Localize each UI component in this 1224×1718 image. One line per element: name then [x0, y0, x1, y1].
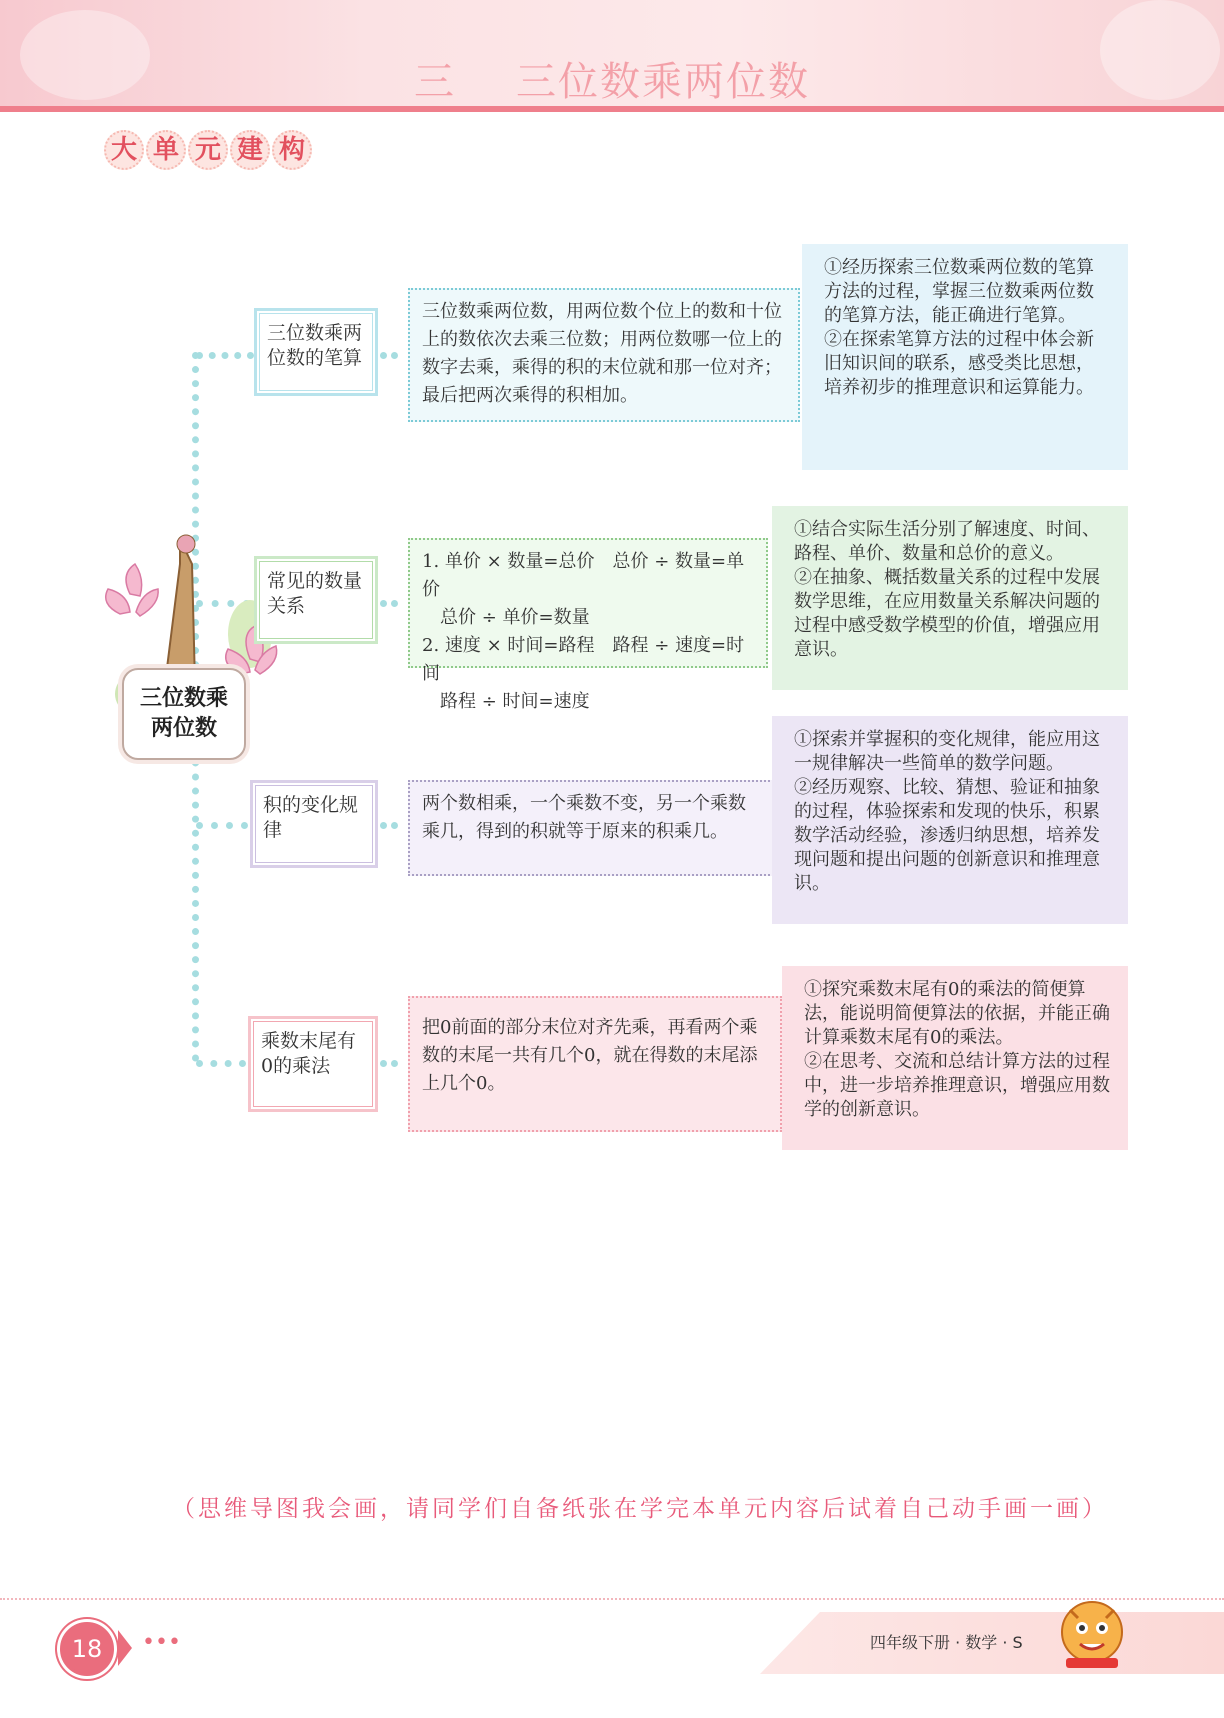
book-info: 四年级下册 · 数学 · S	[870, 1633, 1023, 1652]
goals-text: ①经历探索三位数乘两位数的笔算方法的过程，掌握三位数乘两位数的笔算方法，能正确进行笔算。 ②在探索笔算方法的过程中体会新旧知识间的联系，感受类比思想，培养初步的推理意识和运算能力。	[824, 257, 1094, 398]
topic-quantity-relations	[254, 556, 378, 644]
root-label: 三位数乘 两位数	[139, 686, 228, 741]
chapter-number: 三	[414, 59, 456, 105]
content-connector	[380, 352, 398, 367]
lotus-petal-shape	[126, 564, 142, 596]
footer-divider	[0, 1598, 1224, 1600]
content-text: 三位数乘两位数，用两位数个位上的数和十位上的数依次去乘三位数；用两位数哪一位上的数字去乘，乘得的积的末位就和那一位对齐；最后把两次乘得的积相加。	[422, 301, 782, 406]
goals-text: ①探索并掌握积的变化规律，能应用这一规律解决一些简单的数学问题。 ②经历观察、比较、猜想、验证和抽象的过程，体验探索和发现的快乐，积累数学活动经验，渗透归纳思想，培养发现问题和提出问题的创新意识和推理意识。	[794, 729, 1100, 894]
content-line: 总价 ÷ 单价=数量	[422, 607, 590, 628]
goals-multiplication-trailing-zero	[782, 966, 1128, 1150]
topic-written-multiplication	[254, 308, 378, 396]
section-badge-char: 单	[146, 130, 186, 170]
topic-label: 积的变化规律	[263, 794, 359, 841]
topic-label: 三位数乘两位数的笔算	[267, 322, 363, 369]
content-multiplication-trailing-zero	[408, 996, 782, 1132]
content-connector	[380, 1060, 398, 1075]
section-badge-char: 构	[272, 130, 312, 170]
topic-label: 乘数末尾有0的乘法	[261, 1030, 357, 1077]
content-connector	[380, 822, 398, 837]
content-text: 两个数相乘，一个乘数不变，另一个乘数乘几，得到的积就等于原来的积乘几。	[422, 793, 746, 842]
content-written-multiplication	[408, 288, 800, 422]
mindmap-instruction: （思维导图我会画，请同学们自备纸张在学完本单元内容后试着自己动手画一画）	[172, 1496, 1108, 1522]
section-badge-char: 元	[188, 130, 228, 170]
goals-written-multiplication	[802, 244, 1128, 470]
content-product-change-rule	[408, 780, 774, 876]
content-text: 把0前面的部分末位对齐先乘，再看两个乘数的末尾一共有几个0，就在得数的末尾添上几个0。	[422, 1017, 758, 1094]
page-number: 18	[60, 1622, 114, 1676]
topic-label: 常见的数量关系	[267, 570, 363, 617]
content-line: 路程 ÷ 时间=速度	[422, 691, 590, 712]
goals-text: ①探究乘数末尾有0的乘法的简便算法，能说明简便算法的依据，并能正确计算乘数末尾有0的乘法。 ②在思考、交流和总结计算方法的过程中，进一步培养推理意识，增强应用数学的创新意识。	[804, 979, 1110, 1120]
pipa-head-shape	[177, 535, 195, 553]
branch-connector	[196, 352, 254, 359]
page-arrow-icon	[118, 1630, 132, 1666]
section-badge-char: 建	[230, 130, 270, 170]
goals-text: ①结合实际生活分别了解速度、时间、路程、单价、数量和总价的意义。 ②在抽象、概括数量关系的过程中发展数学思维，在应用数量关系解决问题的过程中感受数学模型的价值，增强应用意识。	[794, 519, 1100, 660]
topic-multiplication-trailing-zero	[248, 1016, 378, 1112]
section-badge	[96, 130, 320, 174]
content-line: 2. 速度 × 时间=路程 路程 ÷ 速度=时间	[422, 635, 745, 684]
content-line: 1. 单价 × 数量=总价 总价 ÷ 数量=单价	[422, 551, 745, 600]
mindmap-root	[122, 668, 246, 760]
page-ellipsis: •••	[142, 1630, 181, 1655]
chapter-title-text: 三位数乘两位数	[516, 59, 810, 105]
content-connector	[380, 600, 398, 615]
goals-product-change-rule	[772, 716, 1128, 924]
tiger-mascot-icon	[1052, 1592, 1132, 1672]
goals-quantity-relations	[772, 506, 1128, 690]
branch-connector	[196, 822, 248, 829]
chapter-title	[0, 50, 1224, 107]
branch-connector	[196, 1060, 246, 1067]
content-quantity-relations	[408, 538, 768, 712]
section-badge-char: 大	[104, 130, 144, 170]
topic-product-change-rule	[250, 780, 378, 868]
lotus-petal-shape	[106, 589, 130, 614]
